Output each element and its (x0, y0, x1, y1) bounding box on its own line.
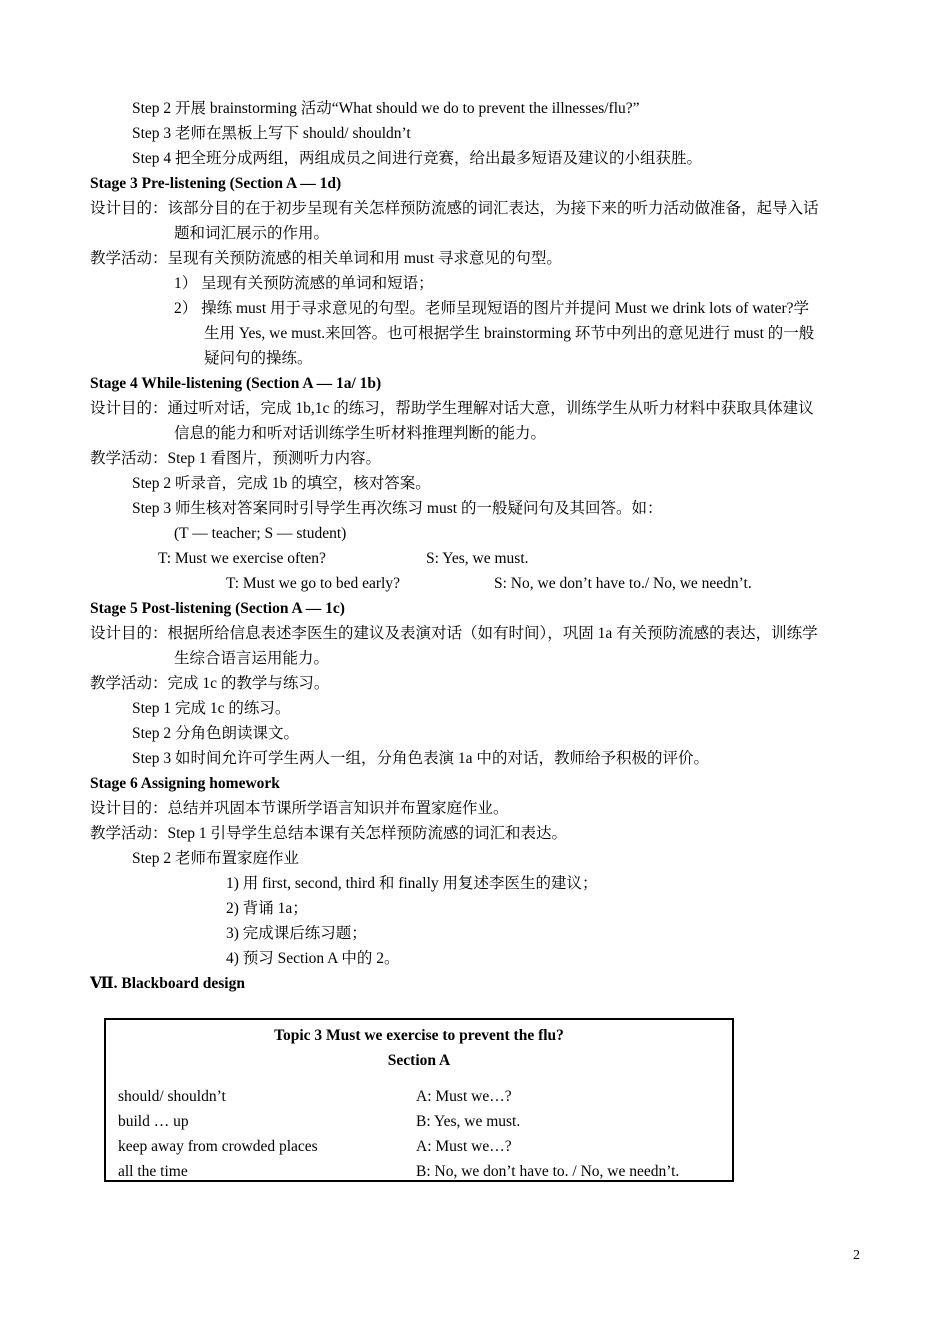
stage-6-activity: 教学活动：Step 1 引导学生总结本课有关怎样预防流感的词汇和表达。 (90, 825, 568, 842)
blackboard-left-1: should/ shouldn’t (118, 1088, 226, 1105)
blackboard-right-2: B: Yes, we must. (416, 1113, 521, 1130)
stage-6-step-2: Step 2 老师布置家庭作业 (132, 850, 300, 867)
homework-item-2: 2) 背诵 1a； (226, 900, 308, 917)
step-4-text: Step 4 把全班分成两组，两组成员之间进行竞赛，给出最多短语及建议的小组获胜。 (132, 150, 703, 167)
homework-item-4: 4) 预习 Section A 中的 2。 (226, 950, 400, 967)
stage-4-step-3: Step 3 师生核对答案同时引导学生再次练习 must 的一般疑问句及其回答。如： (132, 500, 663, 517)
stage-5-activity: 教学活动：完成 1c 的教学与练习。 (90, 675, 330, 692)
blackboard-left-4: all the time (118, 1163, 188, 1180)
stage-3-item-2-cont2: 疑问句的操练。 (204, 350, 313, 367)
dialogue-student-1: S: Yes, we must. (426, 550, 529, 567)
stage-3-item-1: 1） 呈现有关预防流感的单词和短语； (174, 275, 434, 292)
stage-3-aim-cont: 题和词汇展示的作用。 (174, 225, 330, 242)
stage-5-aim: 设计目的：根据所给信息表述李医生的建议及表演对话（如有时间），巩固 1a 有关预防流感的表达，训练学 (90, 625, 818, 642)
dialogue-teacher-1: T: Must we exercise often? (158, 550, 326, 567)
dialogue-teacher-2: T: Must we go to bed early? (226, 575, 400, 592)
stage-4-heading: Stage 4 While-listening (Section A — 1a/ 1b) (90, 375, 382, 392)
stage-5-heading: Stage 5 Post-listening (Section A — 1c) (90, 600, 345, 617)
stage-3-item-2: 2） 操练 must 用于寻求意见的句型。老师呈现短语的图片并提问 Must we drink lots of water?学 (174, 300, 810, 317)
homework-item-3: 3) 完成课后练习题； (226, 925, 367, 942)
homework-item-1: 1) 用 first, second, third 和 finally 用复述李医生的建议； (226, 875, 598, 892)
stage-3-activity: 教学活动：呈现有关预防流感的相关单词和用 must 寻求意见的句型。 (90, 250, 562, 267)
page-number: 2 (853, 1248, 860, 1263)
blackboard-subtitle: Section A (387, 1052, 451, 1069)
stage-4-activity: 教学活动：Step 1 看图片，预测听力内容。 (90, 450, 382, 467)
stage-5-step-1: Step 1 完成 1c 的练习。 (132, 700, 291, 717)
blackboard-right-4: B: No, we don’t have to. / No, we needn’t. (416, 1163, 680, 1180)
stage-4-aim: 设计目的：通过听对话，完成 1b,1c 的练习，帮助学生理解对话大意，训练学生从听力材料中获取具体建议 (90, 400, 814, 417)
blackboard-left-3: keep away from crowded places (118, 1138, 318, 1155)
stage-5-aim-cont: 生综合语言运用能力。 (174, 650, 330, 667)
blackboard-right-3: A: Must we…? (416, 1138, 512, 1155)
blackboard-box (104, 1018, 734, 1182)
stage-3-item-2-cont: 生用 Yes, we must.来回答。也可根据学生 brainstorming 环节中列出的意见进行 must 的一般 (204, 325, 815, 342)
stage-3-aim: 设计目的：该部分目的在于初步呈现有关怎样预防流感的词汇表达，为接下来的听力活动做准备，起导入话 (90, 200, 819, 217)
step-2-text: Step 2 开展 brainstorming 活动“What should we do to prevent the illnesses/flu?” (132, 100, 640, 117)
stage-4-aim-cont: 信息的能力和听对话训练学生听材料推理判断的能力。 (174, 425, 547, 442)
stage-3-heading: Stage 3 Pre-listening (Section A — 1d) (90, 175, 342, 192)
stage-6-aim: 设计目的：总结并巩固本节课所学语言知识并布置家庭作业。 (90, 800, 509, 817)
dialogue-student-2: S: No, we don’t have to./ No, we needn’t. (494, 575, 752, 592)
step-3-text: Step 3 老师在黑板上写下 should/ shouldn’t (132, 125, 411, 142)
blackboard-right-1: A: Must we…? (416, 1088, 512, 1105)
stage-5-step-3: Step 3 如时间允许可学生两人一组，分角色表演 1a 中的对话，教师给予积极的评价。 (132, 750, 709, 767)
blackboard-left-2: build … up (118, 1113, 189, 1130)
stage-5-step-2: Step 2 分角色朗读课文。 (132, 725, 300, 742)
section-7-heading: Ⅶ. Blackboard design (90, 975, 245, 992)
stage-4-step-2: Step 2 听录音，完成 1b 的填空，核对答案。 (132, 475, 431, 492)
stage-6-heading: Stage 6 Assigning homework (90, 775, 280, 792)
blackboard-title: Topic 3 Must we exercise to prevent the flu? (274, 1027, 564, 1044)
stage-4-key: (T — teacher; S — student) (174, 525, 347, 542)
